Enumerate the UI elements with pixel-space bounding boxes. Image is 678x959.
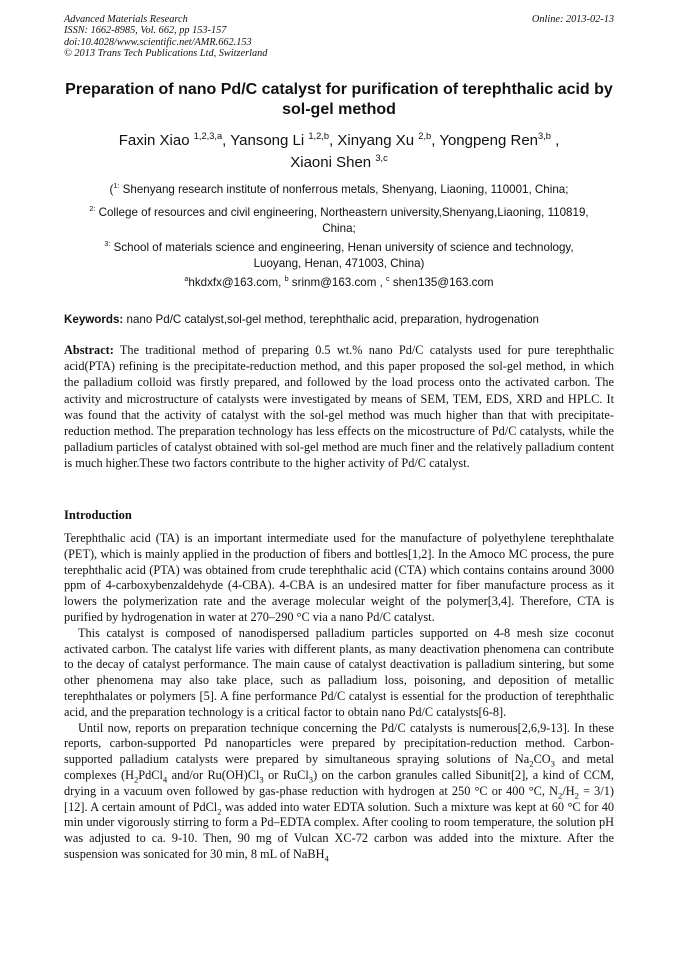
subscript: 2	[574, 790, 579, 801]
intro-text: Until now, reports on preparation technique concerning the Pd/C catalysts is numerous[2,6,9-13]. In these reports, carbon-supported Pd nanoparticles were prepared by precipitation-reduction method. Carbon-supported palladium catalysts were prepared by simultaneous spraying solutions of Na	[64, 720, 614, 767]
abstract-label: Abstract:	[64, 343, 114, 357]
journal-name: Advanced Materials Research	[64, 14, 188, 25]
intro-text: /H	[562, 783, 575, 798]
paper-title	[56, 80, 622, 120]
intro-paragraph-2: This catalyst is composed of nanodispersed palladium particles supported on 4-8 mesh size coconut activated carbon. The catalyst life varies with different plants, as many deactivation phenomena can contribute to the decay of catalyst performance. The main cause of catalyst deactivation is palladium sintering, but some other phenomena may also take place, such as palladium loss, poisoning, and deposition of metallic terephthalates or polymers [5]. A fine performance Pd/C catalyst is essential for the production of terephthalic acid, and the preparation technology is a critical factor to obtain nano Pd/C catalysts[6-8].	[64, 625, 614, 719]
author-sep: ,	[550, 132, 560, 149]
affiliation-paren: (	[109, 183, 114, 196]
subscript: 3	[308, 774, 314, 785]
email-sup: a	[184, 274, 189, 284]
affiliation-2	[64, 205, 614, 236]
intro-text: and/or Ru(OH)Cl	[167, 767, 260, 782]
subscript: 2	[133, 774, 139, 785]
author-name: Yongpeng Ren	[439, 132, 539, 149]
author-list	[76, 130, 602, 174]
intro-text: or RuCl	[263, 767, 309, 782]
intro-text: ) on the carbon granules called Sibunit[2], a kind of CCM, drying in a vacuum oven followed by gas-phase reduction with hydrogen at 250 °C or 400 °C, N	[64, 767, 614, 798]
affiliation-text: College of resources and civil engineering, Northeastern university,Shenyang,Liaoning, 110819,	[95, 206, 589, 219]
affiliation-text: Shenyang research institute of nonferrous metals, Shenyang, Liaoning, 110001, China;	[119, 183, 569, 196]
author-name: Xiaoni Shen	[290, 154, 376, 171]
title-line-1: Preparation of nano Pd/C catalyst for purification of terephthalic acid by	[65, 81, 613, 98]
author-affil-sup: 1,2,3,a	[193, 131, 223, 141]
email-b: srinm@163.com ,	[288, 276, 387, 289]
title-line-2: sol-gel method	[282, 101, 396, 118]
author-name: Xinyang Xu	[337, 132, 419, 149]
subscript: 4	[324, 853, 329, 864]
intro-text: was added into water EDTA solution. Such a mixture was kept at 60 °C for 40 min under vigorously stirring to form a Pd–EDTA complex. After cooling to room temperature, the solution pH was adjusted to ca. 9-10. Then, 90 mg of Vulcan XC-72 carbon was added into the mixture. After the suspension was sonicated for 30 min, 8 mL of NaBH	[64, 799, 614, 861]
intro-text: CO	[533, 752, 551, 767]
affiliation-sup: 3:	[104, 239, 111, 249]
email-sup: b	[284, 274, 289, 284]
doi-line: doi:10.4028/www.scientific.net/AMR.662.153	[64, 36, 252, 48]
author-line-2	[76, 152, 602, 174]
affiliation-text: School of materials science and engineering, Henan university of science and technology,	[110, 241, 574, 254]
affiliation-1	[64, 182, 614, 198]
author-affil-sup: 3,c	[375, 153, 388, 163]
abstract	[64, 342, 614, 472]
affiliation-3	[64, 240, 614, 271]
email-c: shen135@163.com	[389, 276, 494, 289]
journal-header	[64, 14, 614, 59]
intro-paragraph-1: Terephthalic acid (TA) is an important intermediate used for the manufacture of polyethylene terephthalate (PET), which is mainly applied in the production of fibers and bottles[1,2]. In the Amoco MC process, the pure terephthalic acid (PTA) was obtained from crude terephthalic acid (CTA) which contains contains around 3000 ppm of 4-carboxybenzaldehyde (4-CBA). 4-CBA is an undesired matter for fiber manufacture process as it lowers the polymerization rate and the average molecular weight of the polymer[3,4]. Therefore, CTA is purified by hydrogenation in water at 270–290 °C via a nano Pd/C catalyst.	[64, 531, 614, 624]
keywords-text: nano Pd/C catalyst,sol-gel method, terephthalic acid, preparation, hydrogenation	[123, 313, 539, 326]
author-sep: ,	[431, 132, 440, 149]
author-line-1	[76, 130, 602, 152]
author-affil-sup: 1,2,b	[308, 131, 330, 141]
subscript: 4	[162, 774, 168, 785]
intro-text: = 3/1)[12]. A certain amount of PdCl	[64, 783, 614, 814]
intro-paragraph-3	[64, 721, 614, 863]
email-sup: c	[386, 274, 390, 284]
affiliation-sup: 1:	[113, 181, 120, 191]
email-a: hkdxfx@163.com,	[188, 276, 285, 289]
author-name: Yansong Li	[230, 132, 309, 149]
subscript: 2	[529, 758, 534, 769]
introduction-body	[64, 531, 614, 863]
keywords	[64, 312, 614, 327]
affiliation-text: China;	[322, 221, 356, 235]
author-emails	[64, 275, 614, 290]
intro-text: PdCl	[138, 767, 163, 782]
author-name: Faxin Xiao	[118, 132, 194, 149]
affiliation-sup: 2:	[89, 204, 96, 214]
copyright-line: © 2013 Trans Tech Publications Ltd, Switzerland	[64, 47, 268, 59]
author-sep: ,	[222, 132, 231, 149]
abstract-text: The traditional method of preparing 0.5 wt.% nano Pd/C catalysts used for pure terephthalic acid(PTA) refining is the precipitate-reduction method, and this paper proposed the sol-gel method, in which the palladium colloid was firstly prepared, and followed by the load process onto the activated carbon. The activity and microstructure of catalysts were investigated by means of SEM, TEM, EDS, XRD and HPLC. It was found that the activity of catalyst with the sol-gel method was much higher than that with precipitate-reduction method. The preparation technology has less effects on the micostructure of Pd/C catalysts, while the palladium particles of catalyst obtained with sol-gel method are much finer and the relatively palladium content is much higher.These two factors contribute to the higher activity of Pd/C catalyst.	[64, 343, 614, 471]
subscript: 3	[550, 758, 555, 769]
online-date: Online: 2013-02-13	[531, 14, 614, 25]
subscript: 2	[558, 790, 563, 801]
author-sep: ,	[329, 132, 338, 149]
issn-line: ISSN: 1662-8985, Vol. 662, pp 153-157	[64, 25, 227, 37]
subscript: 2	[217, 806, 222, 816]
section-heading-introduction: Introduction	[64, 508, 132, 522]
author-affil-sup: 3,b	[538, 131, 551, 141]
subscript: 3	[259, 774, 264, 785]
affiliation-text: Luoyang, Henan, 471003, China)	[253, 256, 425, 270]
author-affil-sup: 2,b	[418, 131, 432, 141]
intro-text: and metal complexes (H	[64, 752, 614, 782]
keywords-label: Keywords:	[64, 313, 124, 326]
